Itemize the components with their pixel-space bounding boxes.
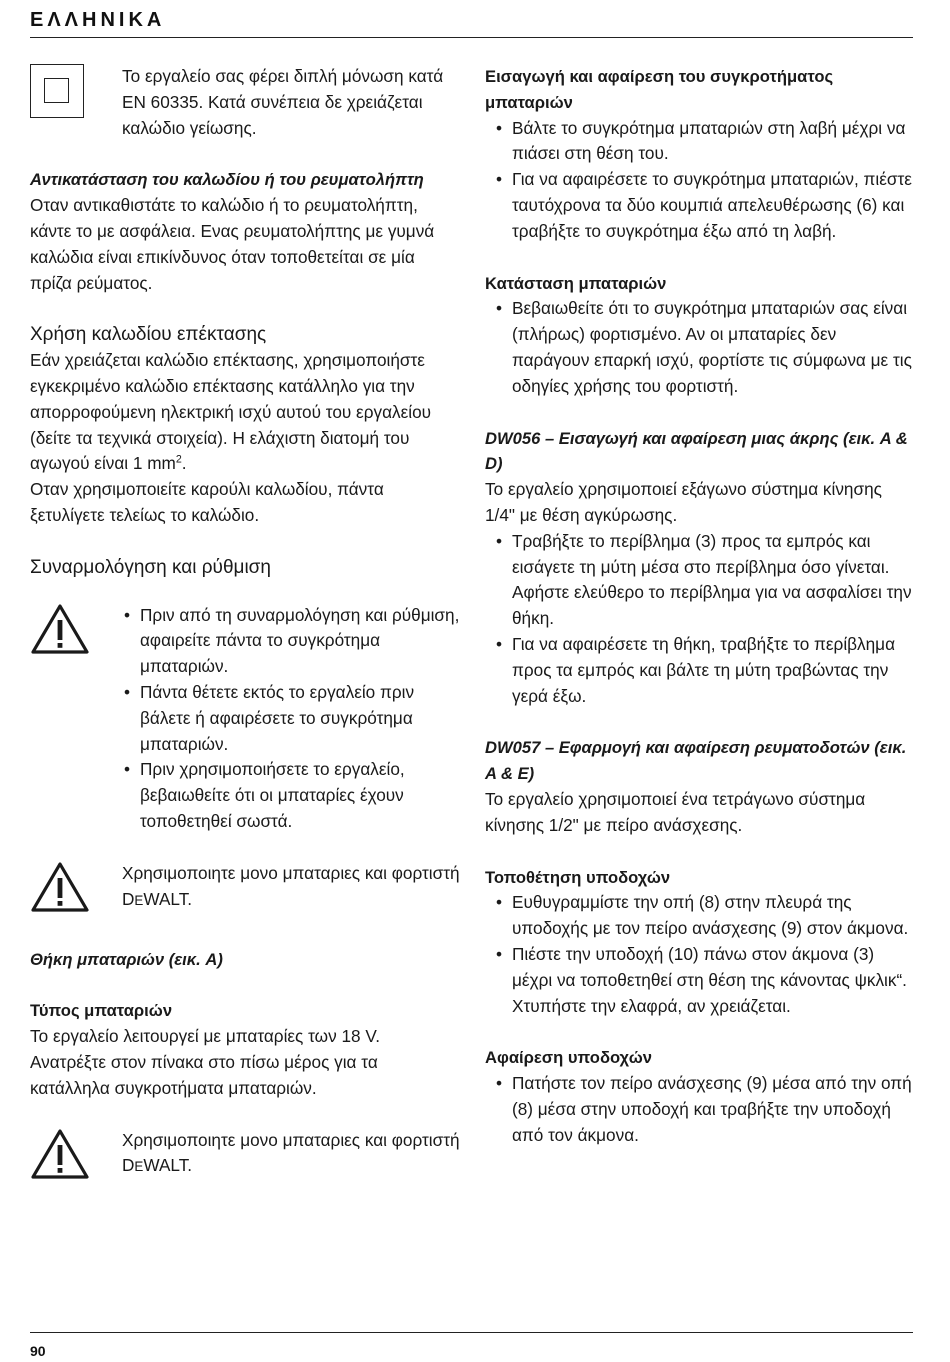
plug-text: Οταν αντικαθιστάτε το καλώδιο ή το ρευματολήπτη, κάντε το με ασφάλεια. Ενας ρευματολήπτης με γυμνά καλώδια είναι επικίνδυνος όταν τοποθετείται σε μία πρίζα ρεύματος. [30, 195, 435, 293]
plug-heading: Αντικατάσταση του καλωδίου ή του ρευματολήπτη [30, 170, 424, 190]
warning-triangle-icon [30, 861, 90, 913]
insert-bullets [485, 116, 915, 245]
dw056-heading: DW056 – Εισαγωγή και αφαίρεση μιας άκρης (εικ. A & D) [485, 428, 908, 474]
double-insulation-block [30, 64, 460, 141]
status-bullets [485, 296, 915, 399]
dw057-heading: DW057 – Εφαρμογή και αφαίρεση ρευματοδοτών (εικ. A & E) [485, 738, 907, 784]
list-item: • Τραβήξτε το περίβλημα (3) προς τα εμπρός και εισάγετε τη μύτη μέσα στο περίβλημα όσο γίνεται. Αφήστε ελεύθερο το περίβλημα για να ασφαλίσει την θήκη. [485, 529, 915, 632]
double-insulation-text: Το εργαλείο σας φέρει διπλή μόνωση κατά EN 60335. Κατά συνέπεια δε χρειάζεται καλώδιο γείωσης. [122, 66, 444, 138]
list-item: • Για να αφαιρέσετε τη θήκη, τραβήξτε το περίβλημα προς τα εμπρός και βάλτε τη μύτη τραβώντας την γερά έξω. [485, 632, 915, 709]
battery-warning-text-1: Χρησιμοποιητε μονο μπαταριες και φορτιστή DEWALT. [122, 862, 460, 909]
warning-triangle-icon [30, 1128, 90, 1180]
battery-case-heading: Θήκη μπαταριών (εικ. A) [30, 949, 223, 969]
page-header-title: ΕΛΛΗΝΙΚΑ [30, 9, 166, 31]
list-item: • Ευθυγραμμίστε την οπή (8) στην πλευρά της υποδοχής με τον πείρο ανάσχεσης (9) στον άκμονα. [485, 890, 915, 942]
list-item: • Πατήστε τον πείρο ανάσχεσης (9) μέσα από την οπή (8) μέσα στην υποδοχή και τραβήξτε την υποδοχή από τον άκμονα. [485, 1071, 915, 1148]
footer-divider [30, 1332, 913, 1333]
remove-sockets-bullets [485, 1071, 915, 1148]
status-heading: Κατάσταση μπαταριών [485, 273, 667, 293]
insert-heading: Εισαγωγή και αφαίρεση του συγκροτήματος μπαταριών [485, 67, 834, 112]
assembly-warning-block [30, 603, 460, 835]
list-item: • Πριν χρησιμοποιήσετε το εργαλείο, βεβαιωθείτε ότι οι μπαταρίες έχουν τοποθετηθεί σωστά. [122, 757, 460, 834]
dw057-text: Το εργαλείο χρησιμοποιεί ένα τετράγωνο σύστημα κίνησης 1/2" με πείρο ανάσχεσης. [485, 788, 866, 835]
header-divider [30, 37, 913, 38]
remove-sockets-heading: Αφαίρεση υποδοχών [485, 1048, 652, 1068]
fit-sockets-bullets [485, 890, 915, 1019]
list-item: • Πιέστε την υποδοχή (10) πάνω στον άκμονα (3) μέχρι να τοποθετηθεί στη θέση της κάνοντας ψκλικ“. Χτυπήστε την ελαφρά, αν χρειάζεται. [485, 942, 915, 1019]
battery-type-text: Το εργαλείο λειτουργεί με μπαταρίες των 18 V. Ανατρέξτε στον πίνακα στο πίσω μέρος για τα κατάλληλα συγκροτήματα μπαταριών. [30, 1026, 381, 1098]
list-item: • Βάλτε το συγκρότημα μπαταριών στη λαβή μέχρι να πιάσει στη θέση του. [485, 116, 915, 168]
list-item: • Για να αφαιρέσετε το συγκρότημα μπαταριών, πιέστε ταυτόχρονα τα δύο κουμπιά απελευθέρωσης (6) και τραβήξτε το συγκρότημα έξω από τη λαβή. [485, 167, 915, 244]
left-column [30, 64, 460, 1187]
list-item: • Πριν από τη συναρμολόγηση και ρύθμιση, αφαιρείτε πάντα το συγκρότημα μπαταριών. [122, 603, 460, 680]
battery-warning-block-2 [30, 1128, 460, 1188]
extension-text: Εάν χρειάζεται καλώδιο επέκτασης, χρησιμοποιήστε εγκεκριμένο καλώδιο επέκτασης κατάλληλο για την απορροφούμενη ηλεκτρική ισχύ αυτού του εργαλείου (δείτε τα τεχνικά στοιχεία). Η ελάχιστη διατομή του αγωγού είναι 1 $mm^2$. [30, 350, 432, 474]
list-item: • Βεβαιωθείτε ότι το συγκρότημα μπαταριών σας είναι (πλήρως) φορτισμένο. Αν οι μπαταρίες δεν παράγουν επαρκή ισχύ, φορτίστε τις σύμφωνα με τις οδηγίες χρήσης του φορτιστή. [485, 296, 915, 399]
extension-heading: Χρήση καλωδίου επέκτασης [30, 324, 267, 346]
dw056-bullets [485, 529, 915, 710]
dw056-text: Το εργαλείο χρησιμοποιεί εξάγωνο σύστημα κίνησης 1/4" με θέση αγκύρωσης. [485, 479, 882, 525]
extension-text-2: Οταν χρησιμοποιείτε καρούλι καλωδίου, πάντα ξετυλίγετε τελείως το καλώδιο. [30, 479, 384, 525]
battery-warning-block-1 [30, 861, 460, 921]
battery-type-heading: Τύπος μπαταριών [30, 1001, 173, 1021]
right-column [485, 64, 915, 1148]
fit-sockets-heading: Τοποθέτηση υποδοχών [485, 867, 671, 887]
double-insulation-icon [30, 64, 84, 118]
warning-triangle-icon [30, 603, 90, 655]
battery-warning-text-2: Χρησιμοποιητε μονο μπαταριες και φορτιστή DEWALT. [122, 1129, 460, 1176]
assembly-bullets [122, 603, 460, 835]
list-item: • Πάντα θέτετε εκτός το εργαλείο πριν βάλετε ή αφαιρέσετε το συγκρότημα μπαταριών. [122, 680, 460, 757]
assembly-heading: Συναρμολόγηση και ρύθμιση [30, 556, 271, 578]
page-number: 90 [30, 1343, 46, 1359]
